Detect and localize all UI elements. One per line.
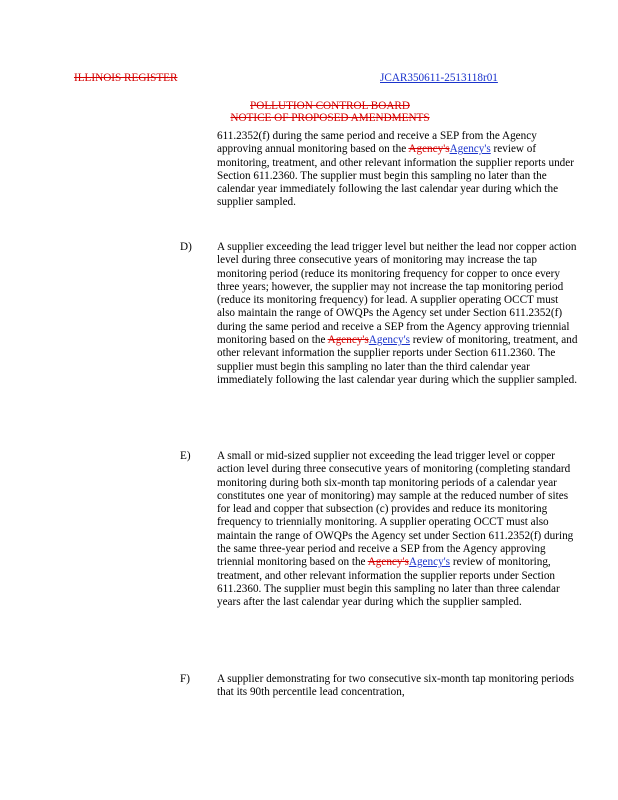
intro-text-after: review of monitoring, treatment, and other relevant information the supplier reports under Section 611.2360. The supplier must begin this sampling no later than the calendar year immediately following the last calendar year during which the supplier sampled. xyxy=(217,143,574,209)
item-text-after: review of monitoring, treatment, and other relevant information the supplier reports under Section 611.2360. The supplier must begin this sampling no later than three calendar years after the last calendar year during which the supplier sampled. xyxy=(217,556,560,609)
intro-paragraph xyxy=(217,130,577,210)
item-text-before: A supplier demonstrating for two consecutive six-month tap monitoring periods that its 90th percentile lead concentration, xyxy=(217,673,575,699)
intro-text-before: 611.2352(f) during the same period and receive a SEP from the Agency approving annual monitoring based on the xyxy=(217,130,537,156)
deleted-text: Agency's xyxy=(367,556,409,569)
inserted-text: Agency's xyxy=(368,334,410,347)
register-header: ILLINOIS REGISTER xyxy=(74,72,178,84)
item-text-before: A supplier exceeding the lead trigger level but neither the lead nor copper action level during three consecutive years of monitoring may increase the tap monitoring period (reduce its monitoring frequency for copper to once every three years; however, the supplier may not increase the tap monitoring period (reduce its monitoring frequency) for lead. A supplier operating OCCT must also maintain the range of OWQPs the Agency set under Section 611.2352(f) during the same period and receive a SEP from the Agency approving triennial monitoring based on the xyxy=(217,241,577,347)
deleted-text: Agency's xyxy=(327,334,369,347)
item-text-after: review of monitoring, treatment, and other relevant information the supplier reports under Section 611.2360. The supplier must begin this sampling no later than the third calendar year immediately following the last calendar year during which the supplier sampled. xyxy=(217,334,578,386)
item-text xyxy=(217,673,579,700)
agency-title-block xyxy=(200,100,460,124)
notice-title: NOTICE OF PROPOSED AMENDMENTS xyxy=(230,112,430,124)
document-id: JCAR350611-2513118r01 xyxy=(380,72,498,84)
inserted-text: Agency's xyxy=(449,143,491,156)
agency-board: POLLUTION CONTROL BOARD xyxy=(250,100,410,112)
item-text-before: A small or mid-sized supplier not exceeding the lead trigger level or copper action level during three consecutive years of monitoring (completing standard monitoring during both six-month tap monitoring periods of a calendar year constitutes one year of monitoring) may sample at the reduced number of sites for lead and copper that subsection (c) provides and reduce its monitoring frequency to triennially monitoring. A supplier operating OCCT must also maintain the range of OWQPs the Agency set under Section 611.2352(f) during the same three-year period and receive a SEP from the Agency approving triennial monitoring based on the xyxy=(217,450,574,569)
deleted-text: Agency's xyxy=(408,143,450,156)
item-letter: E) xyxy=(180,450,191,462)
item-letter: F) xyxy=(180,673,190,685)
inserted-text: Agency's xyxy=(408,556,451,569)
item-letter: D) xyxy=(180,241,192,253)
item-text xyxy=(217,450,579,610)
item-text xyxy=(217,241,579,387)
